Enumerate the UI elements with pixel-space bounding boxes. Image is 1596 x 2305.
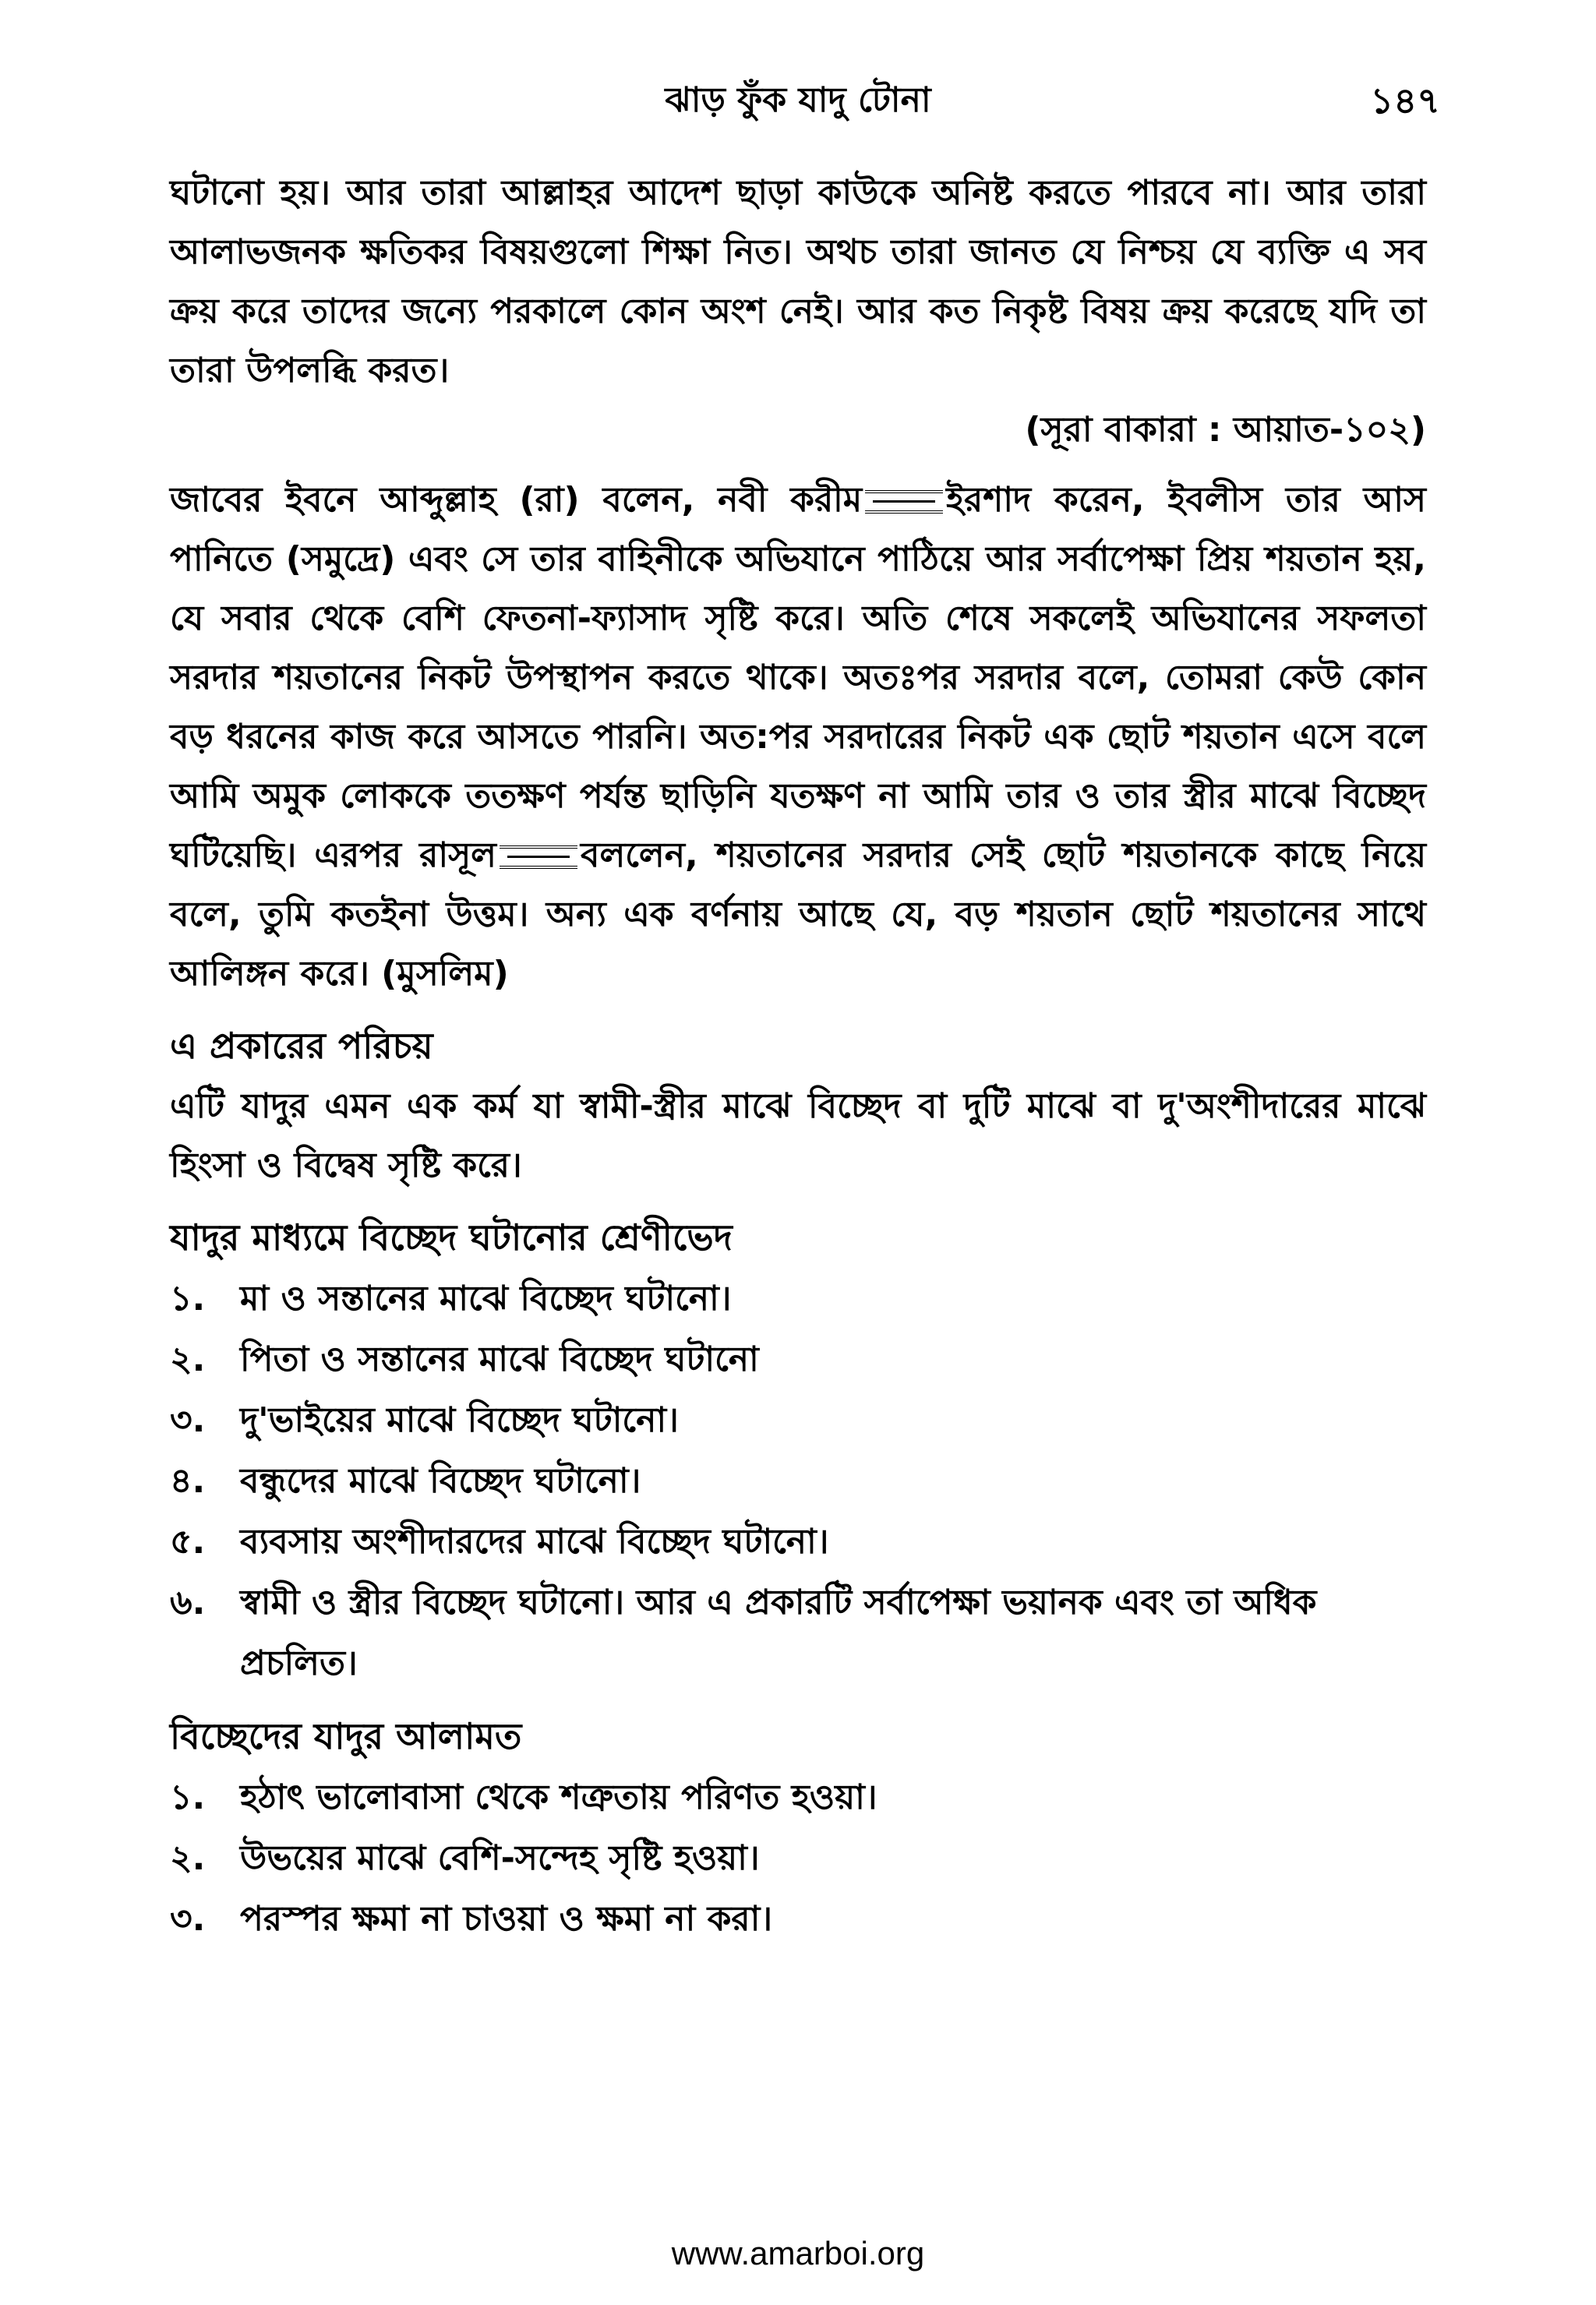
list-item [170,1828,1426,1889]
list-item-number: ১. [170,1777,206,1817]
list-item-number: ৪. [170,1461,206,1501]
section-heading-introduction: এ প্রকারের পরিচয় [170,1025,433,1067]
footer-url[interactable]: www.amarboi.org [671,2235,925,2271]
list-item [170,1451,1426,1512]
list-item-number: ২. [170,1340,206,1379]
page-content [170,164,1426,1950]
list-item-text: বন্ধুদের মাঝে বিচ্ছেদ ঘটানো। [240,1461,641,1501]
section-heading-signs: বিচ্ছেদের যাদুর আলামত [170,1715,522,1757]
list-item-text: পিতা ও সন্তানের মাঝে বিচ্ছেদ ঘটানো [240,1340,759,1379]
list-item-text: উভয়ের মাঝে বেশি-সন্দেহ সৃষ্টি হওয়া। [240,1838,760,1878]
page-number: ১৪৭ [1370,79,1440,122]
list-item-number: ৬. [170,1583,206,1622]
hadith-text-part2: ইরশাদ করেন, ইবলীস তার আস পানিতে (সমুদ্রে) এবং সে তার বাহিনীকে অভিযানে পাঠিয়ে আর সর্বাপেক্ষা প্রিয় শয়তান হয়, যে সবার থেকে বেশি ফেতনা-ফ্যাসাদ সৃষ্টি করে। অতি শেষে সকলেই অভিযানের সফলতা সরদার শয়তানের নিকট উপস্থাপন করতে থাকে। অতঃপর সরদার বলে, তোমরা কেউ কোন বড় ধরনের কাজ করে আসতে পারনি। অত:পর সরদারের নিকট এক ছোট শয়তান এসে বলে আমি অমুক লোককে ততক্ষণ পর্যন্ত ছাড়িনি যতক্ষণ না আমি তার ও তার স্ত্রীর মাঝে বিচ্ছেদ ঘটিয়েছি। এরপর রাসূল [170,480,1426,875]
list-item [170,1889,1426,1950]
list-item [170,1329,1426,1390]
list-item-number: ১. [170,1279,206,1318]
hadith-text-part3: বললেন, শয়তানের সরদার সেই ছোট শয়তানকে কাছে নিয়ে বলে, তুমি কতইনা উত্তম। অন্য এক বর্ণনায় আছে যে, বড় শয়তান ছোট শয়তানের সাথে আলিঙ্গন করে। (মুসলিম) [170,835,1426,994]
quran-citation: (সূরা বাকারা : আয়াত-১০২) [1025,410,1426,450]
list-item-text: দু'ভাইয়ের মাঝে বিচ্ছেদ ঘটানো। [240,1400,679,1440]
types-list [170,1269,1426,1694]
signs-list [170,1767,1426,1950]
list-item [170,1269,1426,1329]
list-item [170,1512,1426,1573]
salawat-symbol-icon [865,490,943,514]
salawat-symbol-icon [500,845,577,869]
hadith-text-part1: জাবের ইবনে আব্দুল্লাহ (রা) বলেন, নবী করীম [170,480,863,520]
list-item-number: ২. [170,1838,206,1878]
list-item-text: ব্যবসায় অংশীদারদের মাঝে বিচ্ছেদ ঘটানো। [240,1522,829,1562]
paragraph-quran-translation: ঘটানো হয়। আর তারা আল্লাহর আদেশ ছাড়া কাউকে অনিষ্ট করতে পারবে না। আর তারা আলাভজনক ক্ষতিকর বিষয়গুলো শিক্ষা নিত। অথচ তারা জানত যে নিশ্চয় যে ব্যক্তি এ সব ক্রয় করে তাদের জন্যে পরকালে কোন অংশ নেই। আর কত নিকৃষ্ট বিষয় ক্রয় করেছে যদি তা তারা উপলব্ধি করত। [170,173,1426,390]
list-item-number: ৩. [170,1899,206,1939]
running-title: ঝাড় ফুঁক যাদু টোনা [665,80,931,120]
list-item-text: স্বামী ও স্ত্রীর বিচ্ছেদ ঘটানো। আর এ প্রকারটি সর্বাপেক্ষা ভয়ানক এবং তা অধিক প্রচলিত। [240,1583,1317,1683]
list-item-number: ৫. [170,1522,206,1562]
list-item-text: মা ও সন্তানের মাঝে বিচ্ছেদ ঘটানো। [240,1279,732,1318]
section-heading-types: যাদুর মাধ্যমে বিচ্ছেদ ঘটানোর শ্রেণীভেদ [170,1216,733,1258]
list-item [170,1390,1426,1451]
paragraph-hadith [170,471,1426,1004]
list-item-text: হঠাৎ ভালোবাসা থেকে শত্রুতায় পরিণত হওয়া। [240,1777,877,1817]
list-item-text: পরস্পর ক্ষমা না চাওয়া ও ক্ষমা না করা। [240,1899,773,1939]
list-item-number: ৩. [170,1400,206,1440]
list-item [170,1767,1426,1828]
section-introduction-text: এটি যাদুর এমন এক কর্ম যা স্বামী-স্ত্রীর মাঝে বিচ্ছেদ বা দুটি মাঝে বা দু'অংশীদারের মাঝে হিংসা ও বিদ্বেষ সৃষ্টি করে। [170,1086,1426,1185]
list-item [170,1573,1426,1694]
